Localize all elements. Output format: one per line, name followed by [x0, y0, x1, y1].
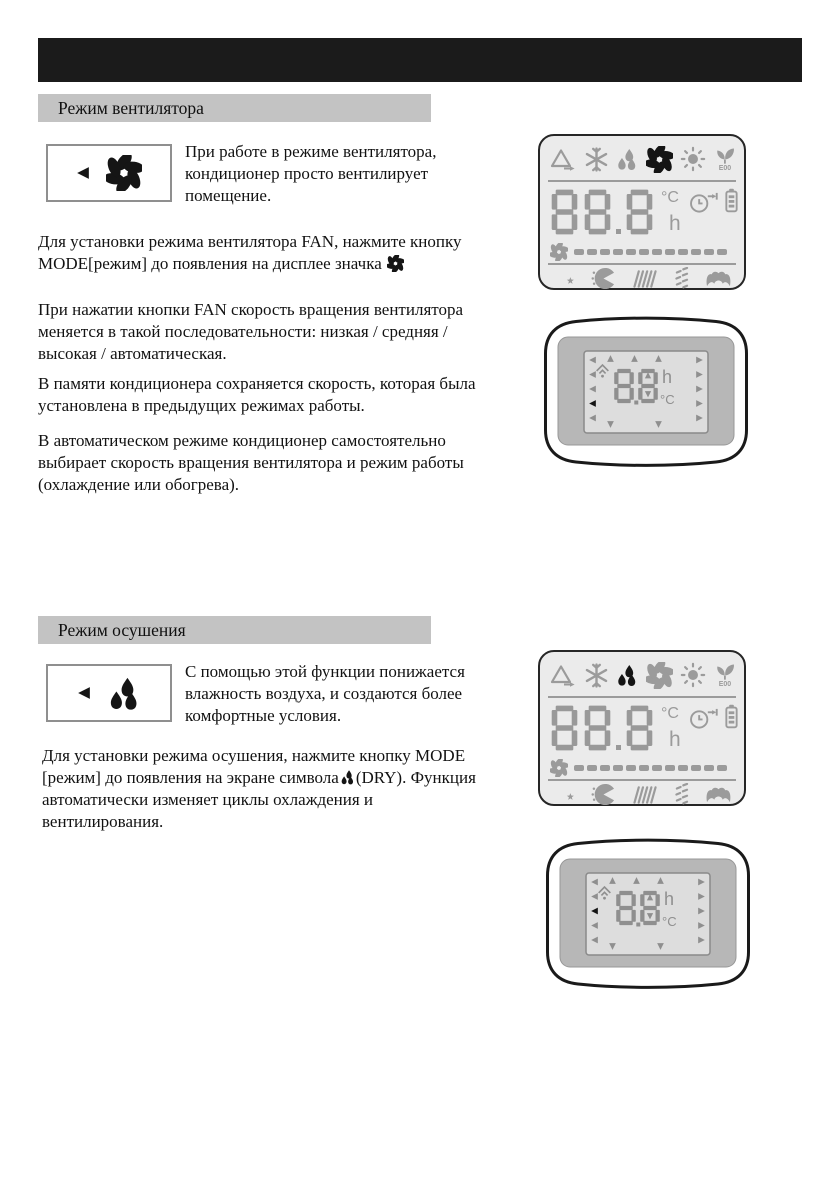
remote-display-dry [542, 838, 754, 990]
dry-intro-text: С помощью этой функции понижается влажность воздуха, и создаются более комфортные условия. [185, 662, 465, 725]
auto-mode-icon [550, 147, 576, 171]
temperature-display [550, 704, 654, 752]
header-bar [38, 38, 802, 82]
eco-label: E00 [718, 680, 732, 688]
hours-label: h [669, 728, 681, 751]
decimal-point [636, 923, 640, 927]
louver-icon [631, 268, 658, 289]
decimal-point [616, 745, 621, 750]
divider [548, 779, 736, 781]
mode-icon-row [550, 143, 736, 175]
seven-segment-digit [625, 704, 654, 752]
fan-paragraph-1: Для установки режима вентилятора FAN, нажмите кнопку MODE[режим] до появления на дисплее значка [38, 232, 462, 273]
decimal-point [616, 229, 621, 234]
mode-icon-row [550, 659, 736, 691]
seven-segment-digit [625, 188, 654, 236]
seven-segment-digit [583, 188, 612, 236]
airflow-icon [674, 783, 689, 807]
battery-icon [724, 187, 739, 214]
fan-icon [387, 255, 404, 272]
timer-icon [689, 707, 718, 730]
drops-icon [340, 769, 355, 785]
fan-mode-icon [646, 662, 673, 689]
section-header-dry [38, 616, 431, 644]
louver-icon [631, 784, 658, 805]
seven-segment-digit [550, 704, 579, 752]
fan-mode-icon [646, 146, 673, 173]
cool-mode-icon [584, 663, 609, 688]
eco-leaf-icon [714, 663, 736, 681]
fan-paragraph-4: В автоматическом режиме кондиционер самостоятельно выбирает скорость вращения вентилятора и режим работы (охлаждение или обогрева). [38, 431, 464, 494]
remote-display-fan [540, 316, 752, 468]
fan-speed-icon [550, 243, 568, 261]
fan-paragraph-2: При нажатии кнопки FAN скорость вращения вентилятора меняется в такой последовательности: низкая / средняя / высокая / автоматическая. [38, 300, 464, 363]
function-icon-row [551, 783, 733, 806]
drops-icon [107, 675, 141, 711]
divider [548, 696, 736, 698]
decimal-point [634, 401, 638, 405]
eco-indicator [714, 147, 736, 172]
celsius-label: °C [662, 914, 677, 929]
eco-indicator [714, 663, 736, 688]
clean-icon [591, 267, 616, 290]
celsius-label: °C [661, 705, 679, 722]
dry-mode-icon [616, 147, 638, 171]
timer-icon [689, 191, 718, 214]
turbo-icon [704, 784, 733, 805]
section-title: Режим вентилятора [58, 97, 204, 118]
temperature-display [550, 188, 654, 236]
fan-speed-indicator [550, 243, 727, 261]
hours-label: h [664, 889, 675, 909]
cool-mode-icon [584, 147, 609, 172]
heat-mode-icon [680, 146, 706, 172]
section-title: Режим осушения [58, 619, 186, 640]
clean-icon [591, 783, 616, 806]
celsius-label: °C [660, 392, 675, 407]
sleep-icon [551, 267, 575, 291]
dry-mode-indicator-box [46, 664, 172, 722]
section-header-fan [38, 94, 431, 122]
hours-label: h [669, 212, 681, 235]
seven-segment-digit [550, 188, 579, 236]
fan-speed-icon [550, 759, 568, 777]
battery-icon [724, 703, 739, 730]
eco-label: E00 [718, 164, 732, 172]
airflow-icon [674, 267, 689, 291]
heat-mode-icon [680, 662, 706, 688]
eco-leaf-icon [714, 147, 736, 165]
left-arrow-icon [77, 686, 91, 700]
fan-mode-indicator-box [46, 144, 172, 202]
indoor-unit-display-fan [538, 134, 746, 290]
auto-mode-icon [550, 663, 576, 687]
fan-paragraph-3: В памяти кондиционера сохраняется скорость, которая была установлена в предыдущих режимах работы. [38, 374, 476, 415]
turbo-icon [704, 268, 733, 289]
seven-segment-digit [583, 704, 612, 752]
fan-intro-text: При работе в режиме вентилятора, кондиционер просто вентилирует помещение. [185, 142, 437, 205]
divider [548, 180, 736, 182]
divider [548, 263, 736, 265]
sleep-icon [551, 783, 575, 807]
fan-icon [106, 155, 142, 191]
celsius-label: °C [661, 189, 679, 206]
fan-speed-indicator [550, 759, 727, 777]
indoor-unit-display-dry [538, 650, 746, 806]
dry-paragraph-1: Для установки режима осушения, нажмите кнопку MODE [режим] до появления на экране символа (DRY). Функция автоматически изменяет циклы охлаждения и вентилирования. [42, 746, 476, 831]
function-icon-row [551, 267, 733, 290]
dry-mode-icon [616, 663, 638, 687]
left-arrow-icon [76, 166, 90, 180]
hours-label: h [662, 367, 673, 387]
